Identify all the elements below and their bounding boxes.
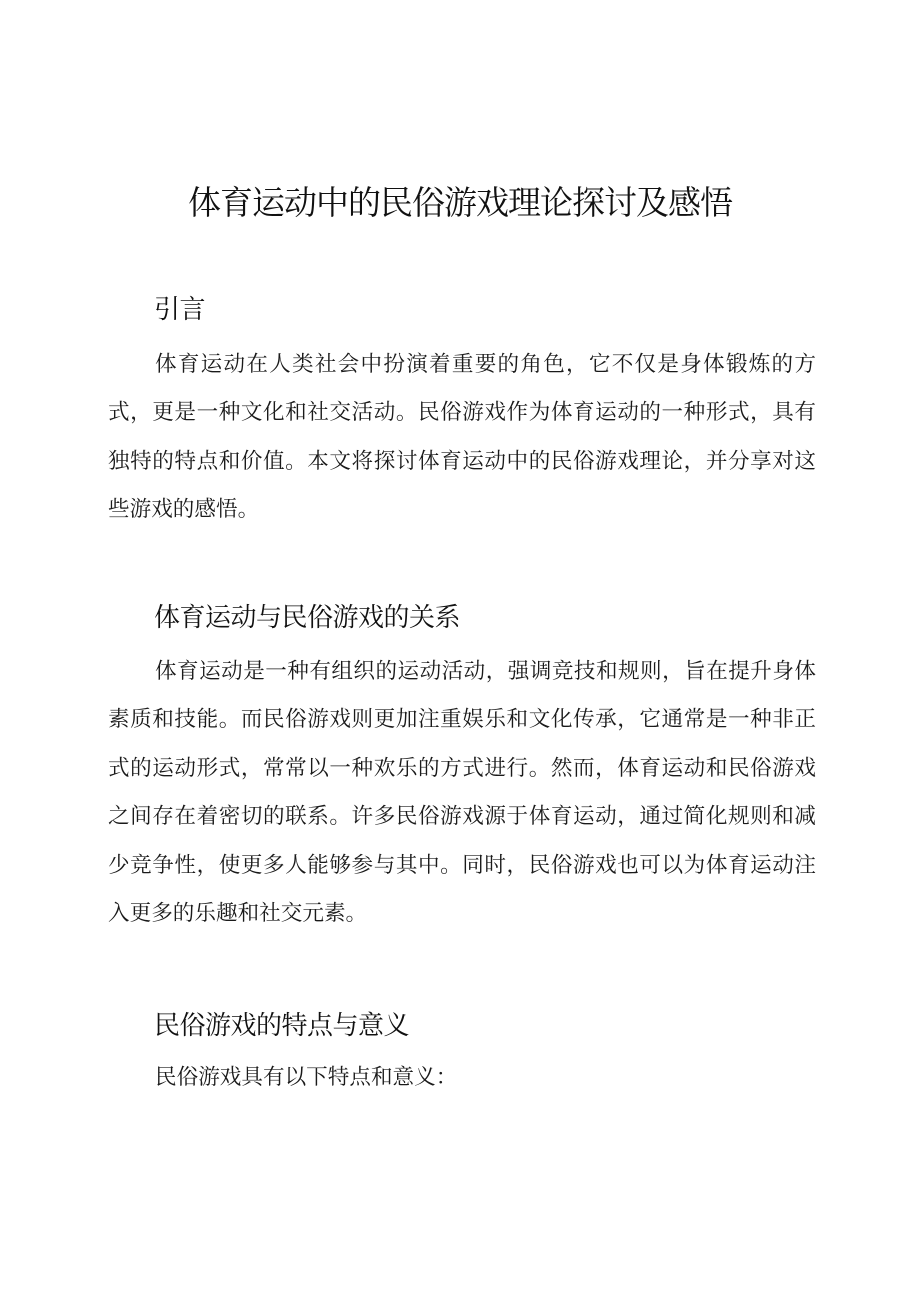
document-title: 体育运动中的民俗游戏理论探讨及感悟	[188, 183, 732, 222]
section-paragraph-features: 民俗游戏具有以下特点和意义：	[155, 1065, 458, 1090]
section-heading-intro: 引言	[154, 295, 206, 325]
section-heading-features: 民俗游戏的特点与意义	[154, 1011, 410, 1041]
section-paragraph-intro: 体育运动在人类社会中扮演着重要的角色，它不仅是身体锻炼的方式，更是一种文化和社交活动。民俗游戏作为体育运动的一种形式，具有独特的特点和价值。本文将探讨体育运动中的民俗游戏理论，并分享对这些游戏的感悟。	[108, 352, 816, 523]
section-heading-relation: 体育运动与民俗游戏的关系	[154, 603, 461, 633]
section-paragraph-relation: 体育运动是一种有组织的运动活动，强调竞技和规则，旨在提升身体素质和技能。而民俗游戏则更加注重娱乐和文化传承，它通常是一种非正式的运动形式，常常以一种欢乐的方式进行。然而，体育运动和民俗游戏之间存在着密切的联系。许多民俗游戏源于体育运动，通过简化规则和减少竞争性，使更多人能够参与其中。同时，民俗游戏也可以为体育运动注入更多的乐趣和社交元素。	[108, 659, 816, 927]
